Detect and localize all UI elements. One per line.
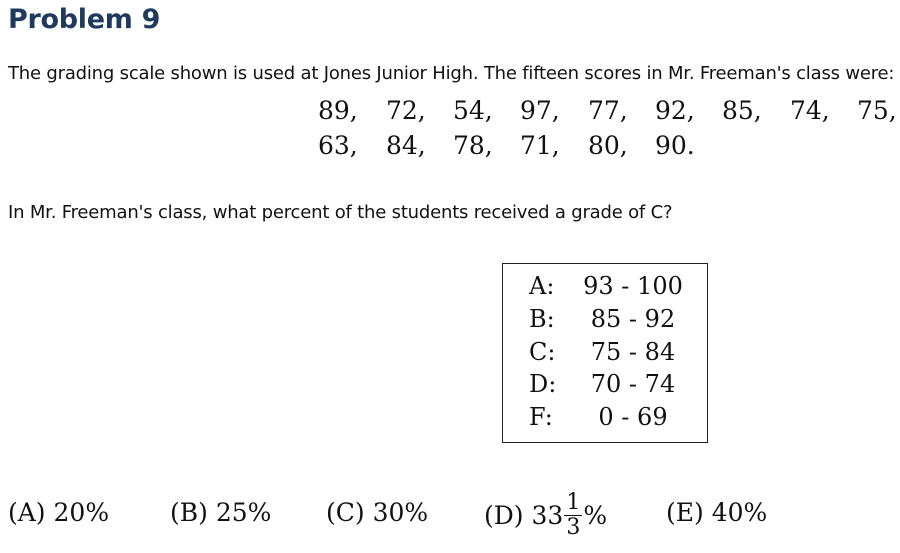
score-row-2	[0, 131, 900, 166]
score-list	[0, 96, 900, 166]
choice-a[interactable]: (A) 20%	[8, 498, 110, 527]
answer-choices	[0, 480, 900, 550]
problem-intro: The grading scale shown is used at Jones Junior High. The fifteen scores in Mr. Freeman's class were:	[8, 63, 895, 84]
fraction-denominator: 3	[566, 514, 581, 540]
scale-letter: B:	[529, 305, 555, 333]
score: 72,	[386, 96, 426, 125]
score: 85,	[722, 96, 762, 125]
choice-d-label: (D) 33	[484, 500, 564, 530]
scale-letter: D:	[529, 370, 557, 398]
score: 92,	[655, 96, 695, 125]
choice-b[interactable]: (B) 25%	[170, 498, 272, 527]
score: 74,	[790, 96, 830, 125]
choice-d[interactable]	[484, 480, 607, 550]
scale-row-d	[503, 370, 707, 403]
score: 77,	[588, 96, 628, 125]
score: 80,	[588, 131, 628, 160]
scale-letter: A:	[529, 272, 555, 300]
scale-range: 75 - 84	[590, 338, 676, 366]
score: 54,	[453, 96, 493, 125]
scale-letter: F:	[529, 403, 553, 431]
score: 89,	[318, 96, 358, 125]
score-row-1	[0, 96, 900, 131]
scale-row-b	[503, 305, 707, 338]
problem-question: In Mr. Freeman's class, what percent of the students received a grade of C?	[8, 202, 673, 223]
choice-d-fraction	[564, 491, 582, 538]
problem-title: Problem 9	[8, 4, 161, 35]
score: 63,	[318, 131, 358, 160]
score: 84,	[386, 131, 426, 160]
score: 90.	[655, 131, 695, 160]
scale-range: 93 - 100	[583, 272, 683, 300]
scale-range: 70 - 74	[590, 370, 676, 398]
grading-scale-table	[502, 263, 708, 443]
choice-c[interactable]: (C) 30%	[326, 498, 429, 527]
choice-d-percent: %	[583, 500, 608, 530]
scale-row-f	[503, 403, 707, 436]
score: 75,	[857, 96, 897, 125]
scale-range: 85 - 92	[590, 305, 676, 333]
fraction-numerator: 1	[566, 490, 581, 516]
score: 71,	[520, 131, 560, 160]
choice-e[interactable]: (E) 40%	[666, 498, 768, 527]
scale-range: 0 - 69	[598, 403, 668, 431]
scale-row-a	[503, 272, 707, 305]
scale-letter: C:	[529, 338, 556, 366]
score: 97,	[520, 96, 560, 125]
score: 78,	[453, 131, 493, 160]
scale-row-c	[503, 338, 707, 371]
